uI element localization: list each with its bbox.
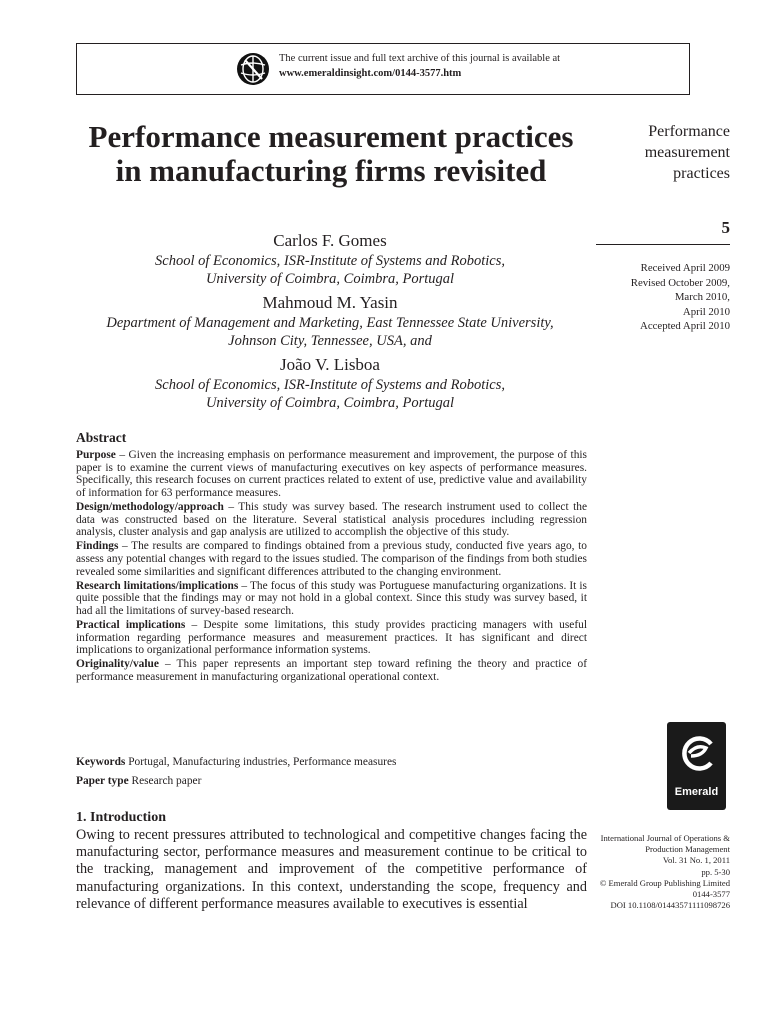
received-date-5: Accepted April 2010: [640, 320, 730, 332]
keywords-value: Portugal, Manufacturing industries, Performance measures: [125, 756, 397, 768]
emerald-logo: [667, 722, 726, 810]
abstract-limitations: [76, 580, 587, 618]
abstract-label: Design/methodology/approach: [76, 500, 224, 513]
author-affiliation-1-line-1: School of Economics, ISR-Institute of Systems and Robotics,: [155, 253, 505, 269]
journal-info-line-2: Production Management: [645, 844, 730, 855]
received-date-4: April 2010: [682, 305, 730, 318]
abstract-purpose: [76, 449, 587, 499]
running-title-line-1: Performance: [648, 123, 730, 140]
author-affiliation-1-line-2: University of Coimbra, Coimbra, Portugal: [205, 271, 455, 287]
abstract-design: [76, 501, 587, 539]
author-name-1: Carlos F. Gomes: [273, 231, 387, 250]
abstract-body: [76, 449, 587, 685]
abstract-label: Purpose: [76, 449, 116, 461]
running-title: [596, 121, 730, 184]
abstract-text: – The results are compared to findings obtained from a previous study, conducted five years ago, to assess any potential changes with regard to the issues studied. The comparison of the findings from both studies revealed some similarities and significant differences attributed to the changing environment.: [76, 540, 587, 578]
author-affiliation-3-line-1: School of Economics, ISR-Institute of Systems and Robotics,: [155, 377, 505, 393]
author-name-2: Mahmoud M. Yasin: [262, 293, 398, 312]
introduction-text: Owing to recent pressures attributed to technological and competitive changes facing the manufacturing sector, performance measures and measurement continue to be critical to the tracking, management and improvement of the competitive performance of manufacturing organizations. In this context, understanding the scope, frequency and relevance of different performance measures available to executives is essential: [76, 827, 587, 912]
paper-title: Performance measurement practices in manufacturing firms revisited: [88, 119, 574, 188]
journal-info-line-3: Vol. 31 No. 1, 2011: [662, 855, 730, 866]
abstract-label: Findings: [76, 540, 119, 553]
abstract-text: – This study was survey based. The research instrument used to collect the data was constructed based on the literature. Several statistical analysis procedures including regression analysis, cluster analysis and gap analysis are utilized to accomplish the objective of this study.: [76, 500, 587, 539]
emerald-e-icon: [667, 722, 726, 786]
abstract-text: – This paper represents an important step toward refining the theory and practice of performance measurement in manufacturing organizational operational context.: [76, 658, 587, 684]
journal-info-line-5: © Emerald Group Publishing Limited: [599, 877, 730, 888]
received-date-2: Revised October 2009,: [630, 276, 730, 289]
abstract-label: Research limitations/implications: [76, 579, 239, 592]
author-affiliation-3-line-2: University of Coimbra, Coimbra, Portugal: [205, 395, 455, 411]
abstract-practical: [76, 619, 587, 657]
received-date-1: Received April 2009: [640, 262, 730, 274]
journal-info-line-4: pp. 5-30: [701, 866, 730, 877]
author-affiliation-2-line-2: Johnson City, Tennessee, USA, and: [228, 333, 432, 349]
received-date-3: March 2010,: [674, 291, 730, 303]
globe-icon: [236, 52, 270, 86]
introduction-heading: 1. Introduction: [76, 810, 166, 825]
author-affiliation-2-line-1: Department of Management and Marketing, East Tennessee State University,: [106, 315, 554, 331]
abstract-heading: Abstract: [76, 430, 127, 445]
running-title-line-3: practices: [673, 165, 730, 182]
running-title-line-2: measurement: [644, 144, 730, 161]
paper-type-label: Paper type: [76, 775, 129, 787]
abstract-text: – Given the increasing emphasis on performance measurement and improvement, the purpose of this paper is to examine the current views of manufacturing executives on key aspects of performance measures. Specifically, this research focuses on current practices related to extent of use, predictive value and availability of information for 63 performance measures.: [76, 449, 587, 499]
paper-type-value: Research paper: [128, 775, 202, 787]
journal-info-line-6: 0144-3577: [692, 889, 730, 900]
keywords: [76, 756, 587, 769]
journal-info-line-1: International Journal of Operations &: [600, 833, 730, 843]
journal-info-line-7: DOI 10.1108/01443571111098726: [610, 900, 730, 911]
side-divider: [596, 244, 730, 245]
journal-info: [590, 833, 730, 911]
banner-archive-text: The current issue and full text archive of this journal is available at: [279, 53, 561, 64]
abstract-label: Originality/value: [76, 658, 159, 671]
keywords-label: Keywords: [76, 756, 126, 768]
banner-url-link[interactable]: www.emeraldinsight.com/0144-3577.htm: [279, 68, 462, 79]
abstract-findings: [76, 540, 587, 578]
paper-type: [76, 775, 587, 788]
abstract-text: – Despite some limitations, this study provides practicing managers with useful information regarding performance measures and measurement practices. It has significant and direct implications to organizational performance information systems.: [76, 619, 587, 657]
journal-archive-banner: [76, 43, 690, 95]
emerald-logo-text: Emerald: [674, 786, 719, 798]
received-dates: [596, 261, 730, 334]
author-name-3: João V. Lisboa: [280, 355, 380, 374]
abstract-label: Practical implications: [76, 619, 186, 632]
page-number: 5: [721, 218, 730, 237]
abstract-originality: [76, 658, 587, 683]
abstract-text: – The focus of this study was Portuguese manufacturing organizations. It is quite possible that the findings may or may not hold in a global context. Since this study was survey based, it had all the limitations of survey-based research.: [76, 579, 587, 617]
